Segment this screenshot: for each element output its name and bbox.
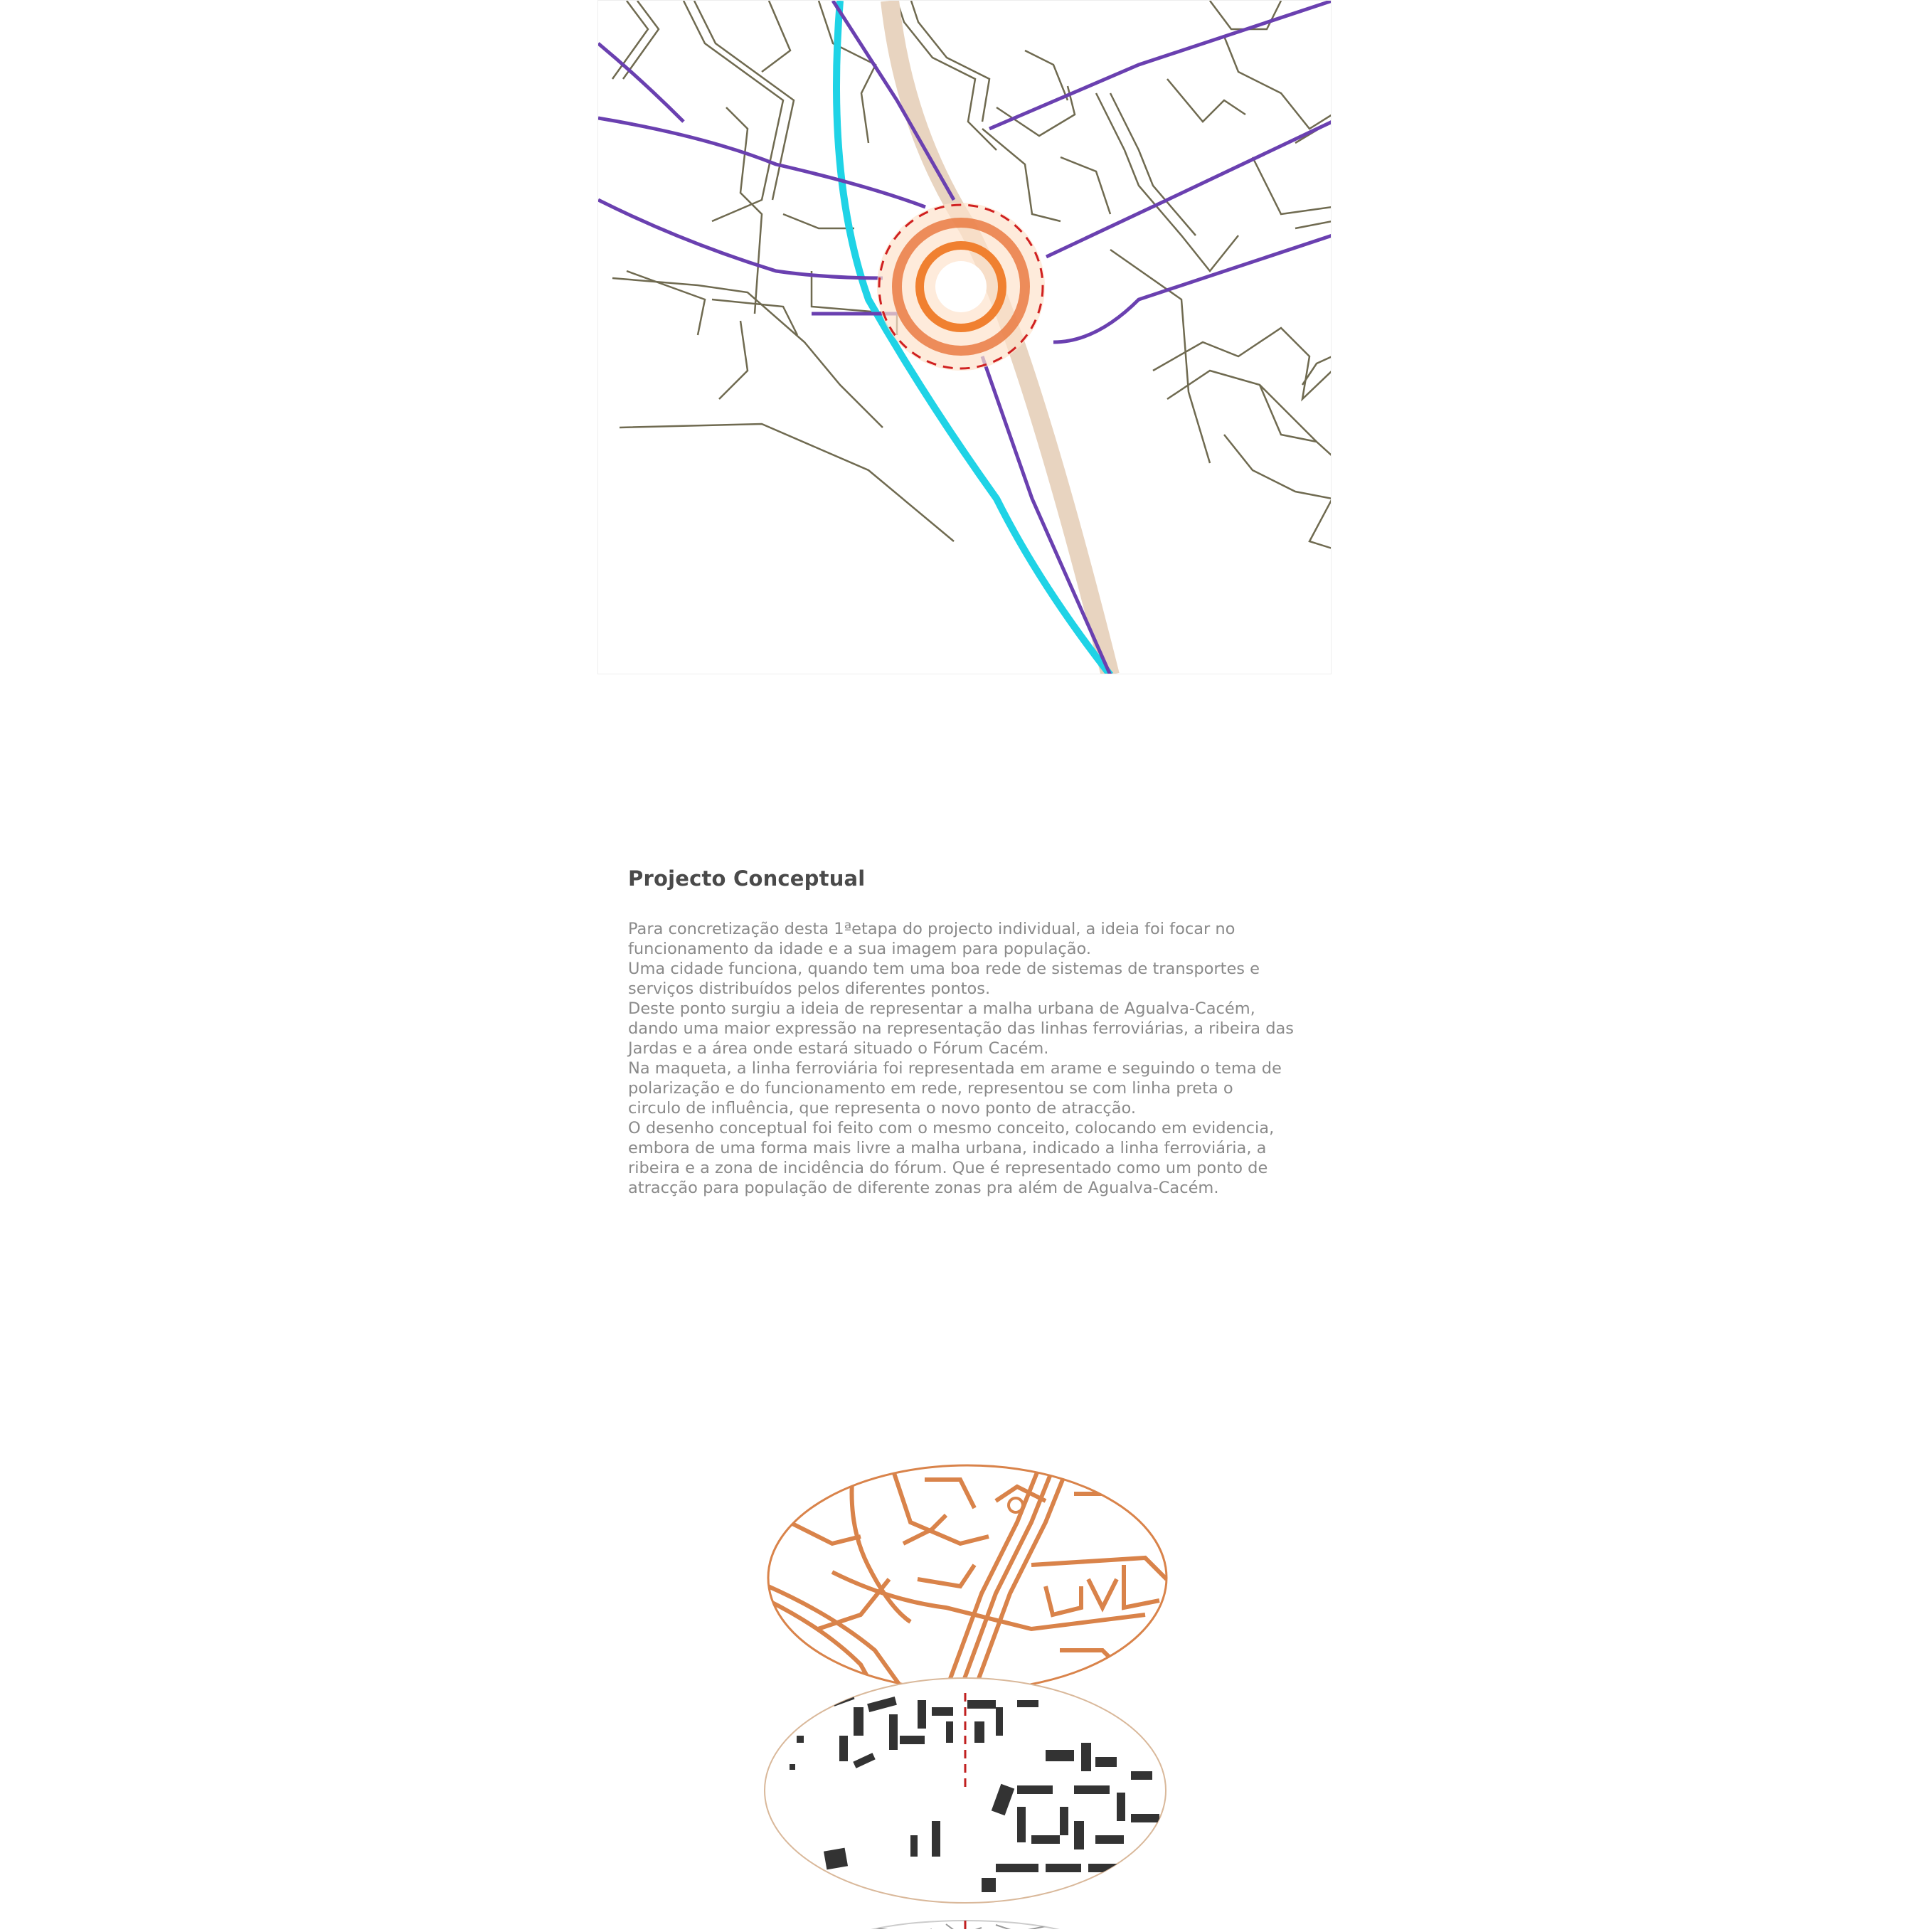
paragraph-line: atracção para população de diferente zonas pra além de Agualva-Cacém.: [628, 1179, 1219, 1197]
concept-sketch: [597, 0, 1332, 674]
forum-attraction-point: [877, 203, 1045, 371]
paragraph-line: circulo de influência, que representa o novo ponto de atracção.: [628, 1099, 1137, 1118]
copper-street-layer: [768, 1451, 1167, 1690]
paragraph-line: dando uma maior expressão na representação das linhas ferroviárias, a ribeira das: [628, 1019, 1295, 1038]
article-text: [628, 866, 1339, 1198]
building-footprint-layer: [765, 1678, 1166, 1903]
paragraph-line: funcionamento da idade e a sua imagem para população.: [628, 940, 1092, 958]
paragraph-line: Na maqueta, a linha ferroviária foi representada em arame e seguindo o tema de: [628, 1059, 1282, 1078]
paragraph-line: Jardas e a área onde estará situado o Fórum Cacém.: [628, 1039, 1049, 1058]
layered-model-diagram: [747, 1437, 1216, 1929]
bottom-base-layer: [837, 1921, 1093, 1929]
section-title: Projecto Conceptual: [628, 866, 866, 891]
paragraph-line: Para concretização desta 1ªetapa do projecto individual, a ideia foi focar no: [628, 920, 1235, 938]
paragraph-line: ribeira e a zona de incidência do fórum. Que é representado como um ponto de: [628, 1159, 1268, 1177]
paragraph-line: Uma cidade funciona, quando tem uma boa rede de sistemas de transportes e: [628, 960, 1260, 978]
paragraph-line: Deste ponto surgiu a ideia de representar a malha urbana de Agualva-Cacém,: [628, 999, 1255, 1018]
paragraph-line: polarização e do funcionamento em rede, representou se com linha preta o: [628, 1079, 1233, 1098]
paragraph-line: embora de uma forma mais livre a malha urbana, indicado a linha ferroviária, a: [628, 1139, 1267, 1157]
paragraph-line: O desenho conceptual foi feito com o mesmo conceito, colocando em evidencia,: [628, 1119, 1275, 1137]
paragraph-line: serviços distribuídos pelos diferentes pontos.: [628, 980, 991, 998]
